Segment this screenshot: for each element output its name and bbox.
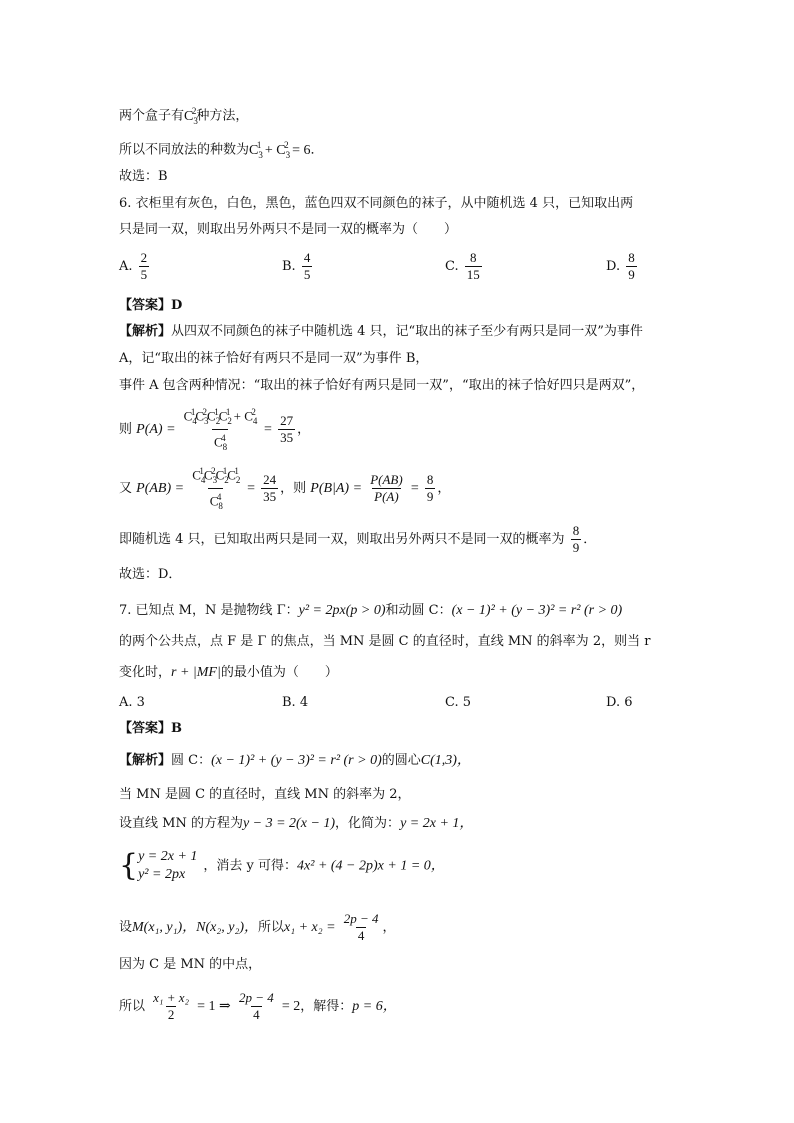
q7-analysis-line6: 因为 C 是 MN 的中点，	[119, 957, 262, 972]
q7-option-d: D. 6	[606, 695, 633, 710]
q6-option-d: D. $\frac{8}{9}$	[606, 250, 635, 282]
q6-option-b: B. $\frac{4}{5}$	[282, 250, 311, 282]
q6-prob-a: 则 P(A) = $\frac{C_4^1C_3^2C_2^1C_2^1 + C_4^2}{C_8^4}$ = $\frac{27}{35}$ ，	[119, 404, 310, 455]
q7-stem-line2: 的两个公共点，点 F 是 Γ 的焦点，当 MN 是圆 C 的直径时，直线 MN 的斜率为 2，则当 r	[119, 634, 651, 649]
q6-analysis-line3: 事件 A 包含两种情况：“取出的袜子恰好有两只是同一双”，“取出的袜子恰好四只是两双”，	[119, 378, 645, 393]
q7-stem-line1: 7. 已知点 M，N 是抛物线 Γ：y² = 2px(p > 0)和动圆 C：(x − 1)² + (y − 3)² = r² (r > 0)	[119, 603, 623, 618]
q7-option-a: A. 3	[119, 695, 145, 710]
q7-analysis-line3: 设直线 MN 的方程为y − 3 = 2(x − 1)，化简为：y = 2x + 1，	[119, 816, 474, 831]
q6-option-a: A. $\frac{2}{5}$	[119, 250, 148, 282]
q6-conclusion: 即随机选 4 只，已知取出两只是同一双，则取出另外两只不是同一双的概率为 $\frac{8}{9}$ ．	[119, 523, 597, 555]
q7-analysis-line2: 当 MN 是圆 C 的直径时，直线 MN 的斜率为 2，	[119, 787, 411, 802]
q7-option-c: C. 5	[445, 695, 472, 710]
line-choose-b: 故选：B	[119, 169, 168, 184]
q7-analysis-line1: 【解析】圆 C：(x − 1)² + (y − 3)² = r² (r > 0)的圆心C(1,3)，	[119, 753, 471, 768]
q6-stem-line2: 只是同一双，则取出另外两只不是同一双的概率为（ ）	[119, 222, 458, 237]
q6-option-c: C. $\frac{8}{15}$	[445, 250, 480, 282]
q6-stem-line1: 6. 衣柜里有灰色，白色，黑色，蓝色四双不同颜色的袜子，从中随机选 4 只，已知取出两	[119, 196, 634, 211]
q7-analysis-line5: 设M(x₁, y₁)，N(x₂, y₂)，所以x₁ + x₂ = $\frac{2p - 4}{4}$ ，	[119, 911, 396, 943]
q6-choose: 故选：D．	[119, 567, 182, 582]
line-total-ways: 所以不同放法的种数为$C_3^1 + C_3^2 = 6$．	[119, 140, 324, 160]
q7-system: { y = 2x + 1 y² = 2px ，消去 y 可得：4x² + (4 − 2p)x + 1 = 0，	[119, 848, 445, 883]
q7-stem-line3: 变化时，r + |MF|的最小值为（ ）	[119, 665, 338, 680]
q6-answer: 【答案】D	[119, 298, 183, 313]
q6-prob-ab: 又 P(AB) = $\frac{C_4^1C_3^2C_2^1C_2^1}{C_8^4}$ = $\frac{24}{35}$ ，则 P(B|A) = $\frac{P(AB)}{P(A)}$ = $\frac{8}{9}$ ，	[119, 463, 450, 514]
q7-analysis-line7: 所以 $\frac{\text{x₁ + x₂}}{2}$ = 1 ⇒ $\frac{2p - 4}{4}$ = 2，解得：p = 6，	[119, 990, 397, 1022]
q6-analysis-line2: A，记“取出的袜子恰好有两只不是同一双”为事件 B，	[119, 351, 429, 366]
q6-analysis-line1: 【解析】从四双不同颜色的袜子中随机选 4 只，记“取出的袜子至少有两只是同一双”为事件	[119, 324, 643, 339]
q7-option-b: B. 4	[282, 695, 309, 710]
q7-answer: 【答案】B	[119, 721, 182, 736]
line-two-boxes: 两个盒子有$C_3^2$种方法，	[119, 106, 249, 126]
